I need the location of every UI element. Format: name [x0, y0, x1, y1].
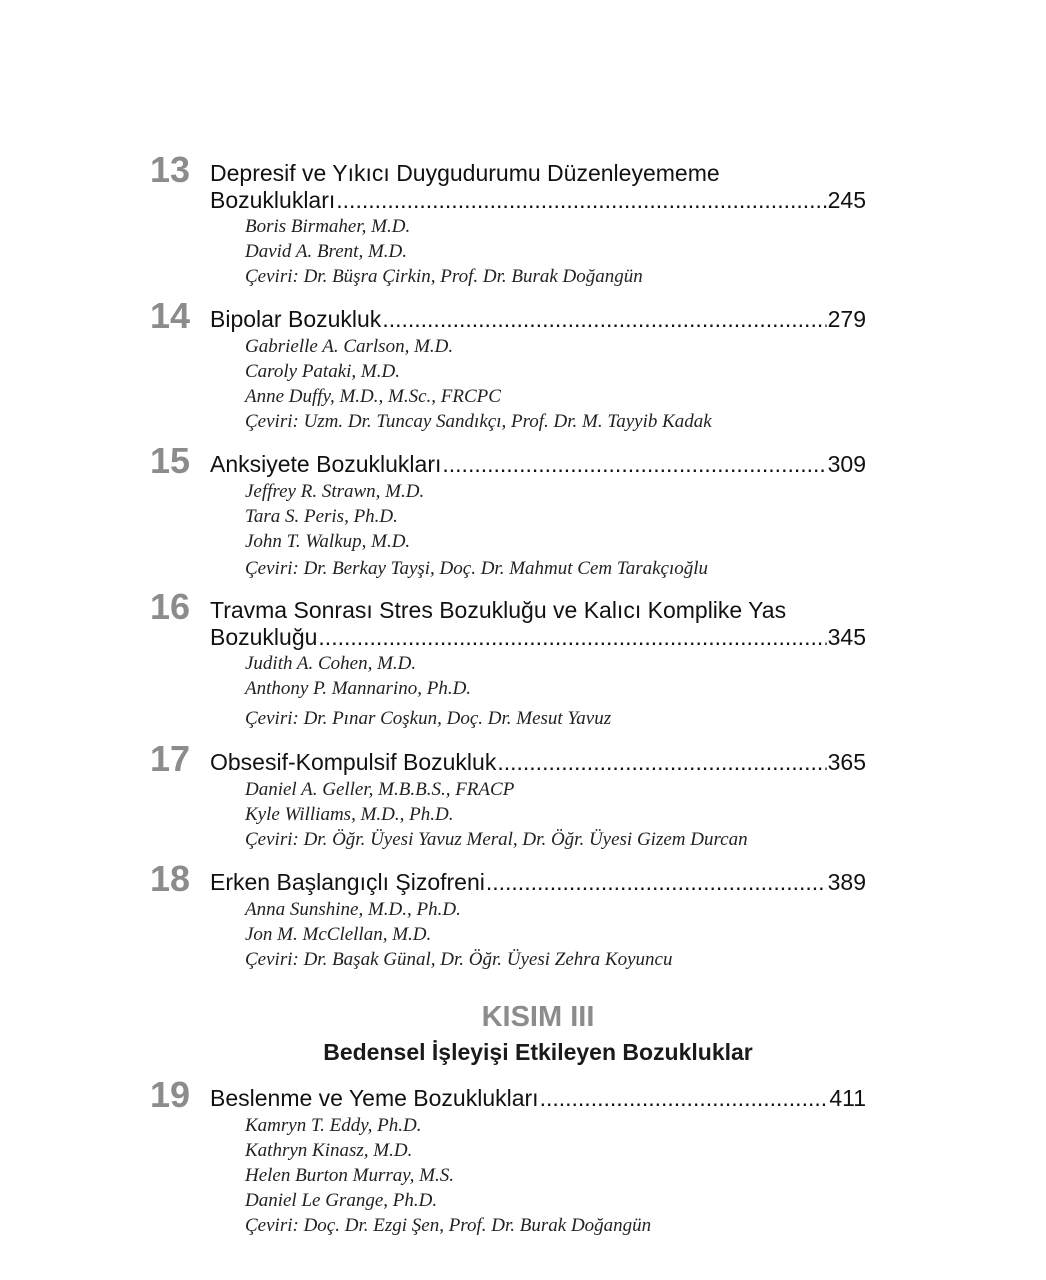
section-title: Bedensel İşleyişi Etkileyen Bozukluklar [323, 1039, 753, 1065]
translator-line: Çeviri: Uzm. Dr. Tuncay Sandıkçı, Prof. Dr. M. Tayyib Kadak [245, 411, 712, 432]
section-label: KISIM III [481, 1001, 595, 1033]
chapter-title-last-line [210, 1085, 866, 1112]
page-number: 411 [829, 1085, 866, 1111]
translator-line: Çeviri: Dr. Öğr. Üyesi Yavuz Meral, Dr. Öğr. Üyesi Gizem Durcan [245, 829, 748, 850]
author-line: Daniel Le Grange, Ph.D. [245, 1190, 438, 1211]
chapter-number: 16 [150, 586, 191, 627]
page-number: 389 [827, 869, 866, 895]
chapter-number: 13 [150, 149, 191, 190]
chapter-number: 18 [150, 858, 191, 899]
dot-leader [497, 749, 826, 776]
chapter-title-last-line [210, 749, 866, 776]
chapter-title-line: Depresif ve Yıkıcı Duygudurumu Düzenleyememe [210, 160, 720, 186]
page-number: 309 [827, 451, 866, 477]
translator-line: Çeviri: Dr. Berkay Tayşi, Doç. Dr. Mahmut Cem Tarakçıoğlu [245, 558, 709, 579]
author-line: Jeffrey R. Strawn, M.D. [245, 481, 425, 502]
chapter-title-text: Beslenme ve Yeme Bozuklukları [210, 1085, 539, 1111]
chapter-number: 15 [150, 440, 191, 481]
chapter-title-text: Bipolar Bozukluk [210, 306, 382, 332]
page-number: 365 [827, 749, 866, 775]
chapter-title [210, 306, 866, 333]
dot-leader [540, 1085, 829, 1112]
dot-leader [382, 306, 826, 333]
chapter-title [210, 451, 866, 478]
chapter-title-text: Erken Başlangıçlı Şizofreni [210, 869, 485, 895]
chapter-title [210, 749, 866, 776]
translator-line: Çeviri: Dr. Büşra Çirkin, Prof. Dr. Burak Doğangün [245, 266, 643, 287]
chapter-title [210, 1085, 866, 1112]
chapter-title-last-line [210, 451, 866, 478]
author-line: Jon M. McClellan, M.D. [245, 924, 432, 945]
author-line: Boris Birmaher, M.D. [245, 216, 411, 237]
chapter-number: 19 [150, 1074, 191, 1115]
chapter-title-text: Anksiyete Bozuklukları [210, 451, 442, 477]
dot-leader [336, 187, 826, 214]
author-line: Daniel A. Geller, M.B.B.S., FRACP [245, 779, 515, 800]
chapter-title-text: Bozukluğu [210, 624, 318, 650]
dot-leader [486, 869, 827, 896]
author-line: Kamryn T. Eddy, Ph.D. [245, 1115, 422, 1136]
author-list [245, 334, 712, 434]
dot-leader [442, 451, 826, 478]
author-line: Kyle Williams, M.D., Ph.D. [245, 804, 454, 825]
page-number: 245 [827, 187, 866, 213]
author-line: Helen Burton Murray, M.S. [245, 1165, 454, 1186]
translator-line: Çeviri: Dr. Başak Günal, Dr. Öğr. Üyesi Zehra Koyuncu [245, 949, 673, 970]
author-list [245, 479, 708, 581]
dot-leader [318, 624, 826, 651]
chapter-title [210, 869, 866, 896]
translator-line: Çeviri: Dr. Pınar Coşkun, Doç. Dr. Mesut Yavuz [245, 708, 612, 729]
author-line: Kathryn Kinasz, M.D. [245, 1140, 413, 1161]
author-list [245, 651, 611, 731]
chapter-title-last-line [210, 306, 866, 333]
chapter-title-last-line [210, 624, 866, 651]
chapter-title-line: Travma Sonrası Stres Bozukluğu ve Kalıcı Komplike Yas [210, 597, 787, 623]
author-line: John T. Walkup, M.D. [245, 531, 411, 552]
chapter-title [210, 597, 866, 651]
chapter-title [210, 160, 866, 214]
translator-line: Çeviri: Doç. Dr. Ezgi Şen, Prof. Dr. Burak Doğangün [245, 1215, 652, 1236]
author-line: Tara S. Peris, Ph.D. [245, 506, 398, 527]
author-list [245, 777, 748, 852]
author-line: Anna Sunshine, M.D., Ph.D. [245, 899, 461, 920]
chapter-number: 14 [150, 295, 191, 336]
author-line: David A. Brent, M.D. [245, 241, 408, 262]
chapter-title-last-line [210, 869, 866, 896]
author-list [245, 897, 672, 972]
chapter-title-text: Bozuklukları [210, 187, 336, 213]
author-line: Gabrielle A. Carlson, M.D. [245, 336, 454, 357]
chapter-title-last-line [210, 187, 866, 214]
chapter-title-text: Obsesif-Kompulsif Bozukluk [210, 749, 497, 775]
page-number: 279 [827, 306, 866, 332]
author-list [245, 214, 643, 289]
author-list [245, 1113, 651, 1238]
chapter-number: 17 [150, 738, 191, 779]
author-line: Caroly Pataki, M.D. [245, 361, 400, 382]
author-line: Anne Duffy, M.D., M.Sc., FRCPC [245, 386, 501, 407]
author-line: Anthony P. Mannarino, Ph.D. [245, 678, 472, 699]
page-number: 345 [827, 624, 866, 650]
author-line: Judith A. Cohen, M.D. [245, 653, 417, 674]
